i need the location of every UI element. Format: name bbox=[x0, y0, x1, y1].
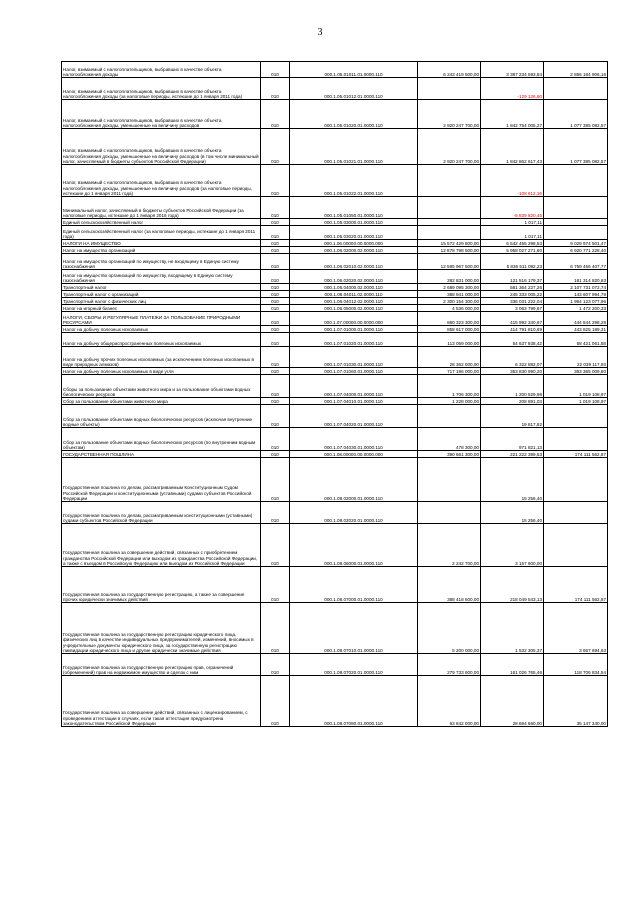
line-code-cell: 010 bbox=[261, 347, 290, 368]
budget-class-code-cell: 000.1.06.00000.00.0000.000 bbox=[290, 240, 418, 247]
approved-plan-cell bbox=[418, 165, 481, 197]
executed-amount-cell: 415 992 340,67 bbox=[481, 312, 544, 326]
revenue-name-cell: Государственная пошлина по делам, рассматриваемым конституционными (уставными) судами субъектов Российской Федерации bbox=[62, 502, 261, 524]
unexecuted-amount-cell: 9 029 974 501,47 bbox=[544, 240, 608, 247]
line-code-cell: 010 bbox=[261, 270, 290, 284]
table-row bbox=[62, 676, 608, 727]
unexecuted-amount-cell: 161 314 820,63 bbox=[544, 270, 608, 284]
executed-amount-cell: 3 387 234 593,84 bbox=[481, 62, 544, 78]
approved-plan-cell: 390 661 300,00 bbox=[418, 451, 481, 458]
revenue-name-cell: Государственная пошлина за государственную регистрацию юридического лица, физических лиц в качестве индивидуальных предпринимателей, изменений, вносимых в учредительные документы юридического лица, за государственную регистрацию ликвидации юридического лица и другие юридически значимые действия bbox=[62, 603, 261, 654]
approved-plan-cell: 860 323 300,00 bbox=[418, 312, 481, 326]
unexecuted-amount-cell bbox=[544, 428, 608, 451]
unexecuted-amount-cell bbox=[544, 458, 608, 502]
line-code-cell: 010 bbox=[261, 405, 290, 428]
unexecuted-amount-cell: 174 111 562,87 bbox=[544, 567, 608, 603]
approved-plan-cell: 12 595 967 500,00 bbox=[418, 254, 481, 270]
revenue-name-cell: Налог на имущество организаций bbox=[62, 247, 261, 254]
approved-plan-cell bbox=[418, 405, 481, 428]
unexecuted-amount-cell bbox=[544, 197, 608, 219]
revenue-name-cell: Транспортный налог с организаций bbox=[62, 291, 261, 298]
budget-class-code-cell: 000.1.08.06000.01.0000.110 bbox=[290, 524, 418, 567]
revenue-name-cell: Налог на имущество организаций по имуществу, не входящему в Единую систему газоснабжения bbox=[62, 254, 261, 270]
budget-class-code-cell: 000.1.08.07010.01.0000.110 bbox=[290, 603, 418, 654]
budget-class-code-cell: 000.1.07.01020.01.0000.110 bbox=[290, 333, 418, 347]
executed-amount-cell: 6 322 882,07 bbox=[481, 347, 544, 368]
unexecuted-amount-cell: 1 964 123 077,96 bbox=[544, 298, 608, 305]
approved-plan-cell: 478 300,00 bbox=[418, 428, 481, 451]
approved-plan-cell: 282 831 000,00 bbox=[418, 270, 481, 284]
revenue-name-cell: Налог на игорный бизнес bbox=[62, 305, 261, 312]
table-row bbox=[62, 312, 608, 326]
table-body bbox=[62, 62, 608, 727]
unexecuted-amount-cell: 363 365 009,80 bbox=[544, 368, 608, 375]
table-row bbox=[62, 326, 608, 333]
line-code-cell: 010 bbox=[261, 502, 290, 524]
approved-plan-cell: 2 689 095 300,00 bbox=[418, 284, 481, 291]
unexecuted-amount-cell: 3 667 694,63 bbox=[544, 603, 608, 654]
line-code-cell: 010 bbox=[261, 524, 290, 567]
table-row bbox=[62, 347, 608, 368]
unexecuted-amount-cell bbox=[544, 524, 608, 567]
revenue-name-cell: Транспортный налог с физических лиц bbox=[62, 298, 261, 305]
budget-class-code-cell: 000.1.07.04010.01.0000.110 bbox=[290, 398, 418, 405]
table-row bbox=[62, 270, 608, 284]
table-row bbox=[62, 567, 608, 603]
executed-amount-cell: 19 817,82 bbox=[481, 405, 544, 428]
approved-plan-cell: 6 243 419 500,00 bbox=[418, 62, 481, 78]
approved-plan-cell: 28 362 000,00 bbox=[418, 347, 481, 368]
table-row bbox=[62, 603, 608, 654]
budget-class-code-cell: 000.1.06.05000.02.0000.110 bbox=[290, 305, 418, 312]
unexecuted-amount-cell: 1 019 108,97 bbox=[544, 398, 608, 405]
table-row bbox=[62, 165, 608, 197]
table-row bbox=[62, 524, 608, 567]
table-row bbox=[62, 451, 608, 458]
unexecuted-amount-cell bbox=[544, 219, 608, 226]
line-code-cell: 010 bbox=[261, 284, 290, 291]
executed-amount-cell: 1 017,11 bbox=[481, 219, 544, 226]
revenue-name-cell: Государственная пошлина за совершение действий, связанных с лицензированием, с проведением аттестации в случаях, если такая аттестация предусмотрена законодательством Российской Федерации bbox=[62, 676, 261, 727]
unexecuted-amount-cell: 35 147 340,00 bbox=[544, 676, 608, 727]
revenue-name-cell: НАЛОГИ НА ИМУЩЕСТВО bbox=[62, 240, 261, 247]
approved-plan-cell: 858 617 000,00 bbox=[418, 326, 481, 333]
budget-class-code-cell: 000.1.06.04012.02.0000.110 bbox=[290, 298, 418, 305]
line-code-cell: 010 bbox=[261, 398, 290, 405]
unexecuted-amount-cell: 1 077 385 082,57 bbox=[544, 129, 608, 165]
executed-amount-cell: 5 958 027 271,60 bbox=[481, 247, 544, 254]
budget-class-code-cell: 000.1.05.01011.01.0000.110 bbox=[290, 62, 418, 78]
table-row bbox=[62, 654, 608, 676]
unexecuted-amount-cell bbox=[544, 226, 608, 240]
table-row bbox=[62, 78, 608, 100]
revenue-name-cell: НАЛОГИ, СБОРЫ И РЕГУЛЯРНЫЕ ПЛАТЕЖИ ЗА ПОЛЬЗОВАНИЕ ПРИРОДНЫМИ РЕСУРСАМИ bbox=[62, 312, 261, 326]
line-code-cell: 010 bbox=[261, 78, 290, 100]
line-code-cell: 010 bbox=[261, 247, 290, 254]
revenue-name-cell: Налог, взимаемый с налогоплательщиков, выбравших в качестве объекта налогообложения доходы bbox=[62, 62, 261, 78]
executed-amount-cell: 218 049 543,13 bbox=[481, 567, 544, 603]
table-row bbox=[62, 129, 608, 165]
budget-class-code-cell: 000.1.07.01000.01.0000.110 bbox=[290, 326, 418, 333]
table-row bbox=[62, 375, 608, 398]
line-code-cell: 010 bbox=[261, 326, 290, 333]
line-code-cell: 010 bbox=[261, 62, 290, 78]
budget-class-code-cell: 000.1.06.04000.02.0000.110 bbox=[290, 284, 418, 291]
table-row bbox=[62, 298, 608, 305]
unexecuted-amount-cell bbox=[544, 405, 608, 428]
line-code-cell: 010 bbox=[261, 226, 290, 240]
budget-class-code-cell: 000.1.07.04030.01.0000.110 bbox=[290, 428, 418, 451]
executed-amount-cell: 28 694 660,00 bbox=[481, 676, 544, 727]
approved-plan-cell: 4 536 000,00 bbox=[418, 305, 481, 312]
revenue-name-cell: Единый сельскохозяйственный налог bbox=[62, 219, 261, 226]
executed-amount-cell: 3 157 600,00 bbox=[481, 524, 544, 567]
line-code-cell: 010 bbox=[261, 312, 290, 326]
approved-plan-cell bbox=[418, 226, 481, 240]
line-code-cell: 010 bbox=[261, 567, 290, 603]
executed-amount-cell: 336 031 222,04 bbox=[481, 298, 544, 305]
table-row bbox=[62, 368, 608, 375]
revenue-name-cell: Налог, взимаемый с налогоплательщиков, выбравших в качестве объекта налогообложения доходы, уменьшенные на величину расходов bbox=[62, 100, 261, 129]
table-row bbox=[62, 62, 608, 78]
executed-amount-cell: 1 017,11 bbox=[481, 226, 544, 240]
table-row bbox=[62, 247, 608, 254]
revenue-name-cell: Налог на добычу прочих полезных ископаемых (за исключением полезных ископаемых в виде природных алмазов) bbox=[62, 347, 261, 368]
approved-plan-cell bbox=[418, 219, 481, 226]
line-code-cell: 010 bbox=[261, 165, 290, 197]
table-row bbox=[62, 405, 608, 428]
unexecuted-amount-cell: 2 856 184 906,16 bbox=[544, 62, 608, 78]
revenue-name-cell: Минимальный налог, зачисляемый в бюджеты субъектов Российской Федерации (за налоговые периоды, истекшие до 1 января 2016 года) bbox=[62, 197, 261, 219]
line-code-cell: 010 bbox=[261, 129, 290, 165]
line-code-cell: 010 bbox=[261, 100, 290, 129]
revenue-name-cell: ГОСУДАРСТВЕННАЯ ПОШЛИНА bbox=[62, 451, 261, 458]
approved-plan-cell: 63 842 000,00 bbox=[418, 676, 481, 727]
line-code-cell: 010 bbox=[261, 428, 290, 451]
line-code-cell: 010 bbox=[261, 603, 290, 654]
budget-class-code-cell: 000.1.05.01022.01.0000.110 bbox=[290, 165, 418, 197]
approved-plan-cell: 279 733 600,00 bbox=[418, 654, 481, 676]
line-code-cell: 010 bbox=[261, 451, 290, 458]
table-row bbox=[62, 197, 608, 219]
line-code-cell: 010 bbox=[261, 458, 290, 502]
budget-class-code-cell: 000.1.07.01060.01.0000.110 bbox=[290, 368, 418, 375]
budget-class-code-cell: 000.1.05.03000.01.0000.110 bbox=[290, 219, 418, 226]
approved-plan-cell: 388 418 600,00 bbox=[418, 567, 481, 603]
revenue-name-cell: Государственная пошлина за совершение действий, связанных с приобретением гражданства Российской Федерации или выходом из гражданства Российской Федерации, а также с въездом в Российскую Федерацию или выездом из Российской Федерации bbox=[62, 524, 261, 567]
unexecuted-amount-cell: 118 706 834,54 bbox=[544, 654, 608, 676]
line-code-cell: 010 bbox=[261, 254, 290, 270]
budget-class-code-cell: 000.1.07.00000.00.0000.000 bbox=[290, 312, 418, 326]
executed-amount-cell: -6 839 820,45 bbox=[481, 197, 544, 219]
approved-plan-cell: 1 228 000,00 bbox=[418, 398, 481, 405]
budget-class-code-cell: 000.1.07.04000.01.0000.110 bbox=[290, 375, 418, 398]
table-row bbox=[62, 502, 608, 524]
revenue-name-cell: Сборы за пользование объектами животного мира и за пользование объектами водных биологических ресурсов bbox=[62, 375, 261, 398]
executed-amount-cell: 15 256,40 bbox=[481, 458, 544, 502]
line-code-cell: 010 bbox=[261, 240, 290, 247]
table-row bbox=[62, 100, 608, 129]
line-code-cell: 010 bbox=[261, 676, 290, 727]
executed-amount-cell: 245 333 005,22 bbox=[481, 291, 544, 298]
executed-amount-cell: 1 842 754 005,27 bbox=[481, 100, 544, 129]
unexecuted-amount-cell: 2 107 731 072,74 bbox=[544, 284, 608, 291]
executed-amount-cell: 971 821,13 bbox=[481, 428, 544, 451]
executed-amount-cell: 3 063 799,67 bbox=[481, 305, 544, 312]
revenue-name-cell: Сбор за пользование объектами водных биологических ресурсов (исключая внутренние водные объекты) bbox=[62, 405, 261, 428]
table-row bbox=[62, 305, 608, 312]
unexecuted-amount-cell: 444 844 298,28 bbox=[544, 312, 608, 326]
unexecuted-amount-cell: 1 472 200,33 bbox=[544, 305, 608, 312]
line-code-cell: 010 bbox=[261, 305, 290, 312]
table-row bbox=[62, 398, 608, 405]
revenue-name-cell: Транспортный налог bbox=[62, 284, 261, 291]
revenue-name-cell: Государственная пошлина за государственную регистрацию, а также за совершение прочих юридически значимых действий bbox=[62, 567, 261, 603]
executed-amount-cell: 1 842 862 617,43 bbox=[481, 129, 544, 165]
unexecuted-amount-cell: 443 825 189,31 bbox=[544, 326, 608, 333]
budget-class-code-cell: 000.1.05.01012.01.0000.110 bbox=[290, 78, 418, 100]
executed-amount-cell: 15 256,40 bbox=[481, 502, 544, 524]
revenue-name-cell: Государственная пошлина по делам, рассматриваемым Конституционным Судом Российской Федерации и конституционными (уставными) судами субъектов Российской Федерации bbox=[62, 458, 261, 502]
line-code-cell: 010 bbox=[261, 219, 290, 226]
line-code-cell: 010 bbox=[261, 654, 290, 676]
unexecuted-amount-cell: 174 111 562,87 bbox=[544, 451, 608, 458]
budget-class-code-cell: 000.1.08.02000.01.0000.110 bbox=[290, 458, 418, 502]
unexecuted-amount-cell: 1 019 108,97 bbox=[544, 375, 608, 398]
budget-class-code-cell: 000.1.05.03020.01.0000.110 bbox=[290, 226, 418, 240]
budget-class-code-cell: 000.1.07.04020.01.0000.110 bbox=[290, 405, 418, 428]
budget-class-code-cell: 000.1.08.07020.01.0000.110 bbox=[290, 654, 418, 676]
budget-class-code-cell: 000.1.07.01030.01.0000.110 bbox=[290, 347, 418, 368]
executed-amount-cell: 121 516 179,37 bbox=[481, 270, 544, 284]
executed-amount-cell: 6 542 455 298,53 bbox=[481, 240, 544, 247]
table-row bbox=[62, 291, 608, 298]
executed-amount-cell: 161 026 765,46 bbox=[481, 654, 544, 676]
budget-class-code-cell: 000.1.06.02010.02.0000.110 bbox=[290, 254, 418, 270]
unexecuted-amount-cell: 22 039 117,93 bbox=[544, 347, 608, 368]
table-row bbox=[62, 254, 608, 270]
approved-plan-cell: 15 572 429 800,00 bbox=[418, 240, 481, 247]
page-number: 3 bbox=[317, 27, 323, 38]
approved-plan-cell: 388 941 000,00 bbox=[418, 291, 481, 298]
revenue-name-cell: Налог на добычу полезных ископаемых bbox=[62, 326, 261, 333]
revenue-name-cell: Единый сельскохозяйственный налог (за налоговые периоды, истекшие до 1 января 2011 года) bbox=[62, 226, 261, 240]
budget-class-code-cell: 000.1.08.07000.01.0000.110 bbox=[290, 567, 418, 603]
approved-plan-cell: 113 059 000,00 bbox=[418, 333, 481, 347]
line-code-cell: 010 bbox=[261, 375, 290, 398]
approved-plan-cell: 2 920 247 700,00 bbox=[418, 129, 481, 165]
executed-amount-cell: 1 200 529,98 bbox=[481, 375, 544, 398]
table-row bbox=[62, 240, 608, 247]
budget-class-code-cell: 000.1.08.00000.00.0000.000 bbox=[290, 451, 418, 458]
approved-plan-cell bbox=[418, 78, 481, 100]
revenue-name-cell: Налог, взимаемый с налогоплательщиков, выбравших в качестве объекта налогообложения доходы, уменьшенные на величину расходов (в том числе минимальный налог, зачисляемый в бюджеты субъектов Российской Федерации) bbox=[62, 129, 261, 165]
budget-class-code-cell: 000.1.06.04011.02.0000.110 bbox=[290, 291, 418, 298]
unexecuted-amount-cell: 6 920 771 228,40 bbox=[544, 247, 608, 254]
table-row bbox=[62, 219, 608, 226]
table-row bbox=[62, 226, 608, 240]
executed-amount-cell: 221 222 399,53 bbox=[481, 451, 544, 458]
executed-amount-cell: -108 612,16 bbox=[481, 165, 544, 197]
revenue-name-cell: Налог, взимаемый с налогоплательщиков, выбравших в качестве объекта налогообложения доходы (за налоговые периоды, истекшие до 1 января 2011 года) bbox=[62, 78, 261, 100]
executed-amount-cell: 208 891,03 bbox=[481, 398, 544, 405]
executed-amount-cell: 581 364 227,26 bbox=[481, 284, 544, 291]
executed-amount-cell: -129 126,60 bbox=[481, 78, 544, 100]
executed-amount-cell: 1 532 305,37 bbox=[481, 603, 544, 654]
budget-class-code-cell: 000.1.05.01021.01.0000.110 bbox=[290, 129, 418, 165]
approved-plan-cell bbox=[418, 502, 481, 524]
line-code-cell: 010 bbox=[261, 291, 290, 298]
budget-class-code-cell: 000.1.06.02000.02.0000.110 bbox=[290, 247, 418, 254]
table-row bbox=[62, 458, 608, 502]
unexecuted-amount-cell: 143 607 994,78 bbox=[544, 291, 608, 298]
approved-plan-cell: 717 196 000,00 bbox=[418, 368, 481, 375]
line-code-cell: 010 bbox=[261, 197, 290, 219]
budget-class-code-cell: 000.1.05.01020.01.0000.110 bbox=[290, 100, 418, 129]
unexecuted-amount-cell bbox=[544, 502, 608, 524]
revenue-name-cell: Налог на добычу полезных ископаемых в виде угля bbox=[62, 368, 261, 375]
line-code-cell: 010 bbox=[261, 298, 290, 305]
table-row bbox=[62, 333, 608, 347]
revenue-name-cell: Налог, взимаемый с налогоплательщиков, выбравших в качестве объекта налогообложения доходы, уменьшенные на величину расходов (за налоговые периоды, истекшие до 1 января 2011 года) bbox=[62, 165, 261, 197]
line-code-cell: 010 bbox=[261, 333, 290, 347]
approved-plan-cell: 1 706 300,00 bbox=[418, 375, 481, 398]
unexecuted-amount-cell bbox=[544, 78, 608, 100]
budget-class-code-cell: 000.1.06.02020.02.0000.110 bbox=[290, 270, 418, 284]
revenue-name-cell: Налог на добычу общераспространенных полезных ископаемых bbox=[62, 333, 261, 347]
budget-report-table bbox=[61, 61, 608, 727]
table-row bbox=[62, 428, 608, 451]
executed-amount-cell: 414 791 810,69 bbox=[481, 326, 544, 333]
unexecuted-amount-cell: 6 759 456 407,77 bbox=[544, 254, 608, 270]
executed-amount-cell: 54 637 938,42 bbox=[481, 333, 544, 347]
revenue-name-cell: Государственная пошлина за государственную регистрацию прав, ограничений (обременений) прав на недвижимое имущество и сделок с ним bbox=[62, 654, 261, 676]
unexecuted-amount-cell: 1 077 385 082,57 bbox=[544, 100, 608, 129]
approved-plan-cell: 2 920 247 700,00 bbox=[418, 100, 481, 129]
line-code-cell: 010 bbox=[261, 368, 290, 375]
unexecuted-amount-cell: 58 421 061,58 bbox=[544, 333, 608, 347]
budget-class-code-cell: 000.1.05.01050.01.0000.110 bbox=[290, 197, 418, 219]
approved-plan-cell: 12 878 798 500,00 bbox=[418, 247, 481, 254]
approved-plan-cell: 2 300 154 300,00 bbox=[418, 298, 481, 305]
revenue-name-cell: Сбор за пользование объектами животного мира bbox=[62, 398, 261, 405]
revenue-name-cell: Сбор за пользование объектами водных биологических ресурсов (по внутренним водным объектам) bbox=[62, 428, 261, 451]
executed-amount-cell: 5 836 511 092,23 bbox=[481, 254, 544, 270]
budget-class-code-cell: 000.1.08.02020.01.0000.110 bbox=[290, 502, 418, 524]
approved-plan-cell: 5 200 000,00 bbox=[418, 603, 481, 654]
table-row bbox=[62, 284, 608, 291]
approved-plan-cell bbox=[418, 197, 481, 219]
approved-plan-cell: 2 242 700,00 bbox=[418, 524, 481, 567]
approved-plan-cell bbox=[418, 458, 481, 502]
unexecuted-amount-cell bbox=[544, 165, 608, 197]
executed-amount-cell: 353 830 990,20 bbox=[481, 368, 544, 375]
revenue-name-cell: Налог на имущество организаций по имуществу, входящему в Единую систему газоснабжения bbox=[62, 270, 261, 284]
budget-class-code-cell: 000.1.08.07080.01.0000.110 bbox=[290, 676, 418, 727]
